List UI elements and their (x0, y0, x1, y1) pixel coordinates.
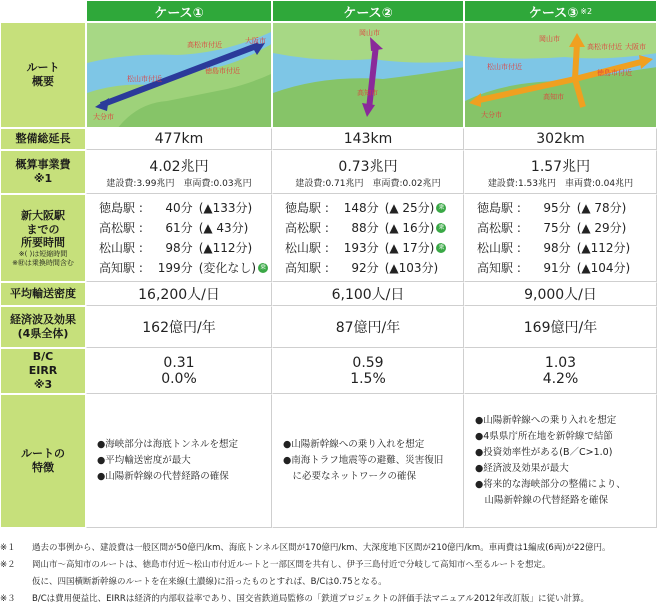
econ-value: 87億円/年 (335, 320, 401, 336)
header-case2-label: ケース② (343, 5, 393, 21)
transfer-badge-icon: 乗 (438, 204, 445, 211)
map-case3-svg (465, 23, 657, 128)
footnotes (0, 540, 657, 608)
label-time-line3: 所要時間 (21, 236, 65, 250)
time-row (99, 238, 252, 258)
map-label: 高松市付近 (587, 43, 622, 51)
label-route (0, 22, 86, 128)
footnote-text: 仮に、四国横断新幹線のルートを在来線(土讃線)に沿ったものとすれば、B/Cは0.75となる。 (32, 577, 387, 587)
footnote-mark (0, 574, 32, 591)
label-cost (0, 150, 86, 194)
time-saving: (▲103分) (384, 261, 439, 275)
feature-item: ●山陽新幹線への乗り入れを想定 (283, 439, 425, 450)
label-cost-text: 概算事業費 (15, 158, 71, 172)
label-bc-line2: EIRR (28, 364, 58, 378)
station-name: 高松駅 (99, 221, 136, 235)
time-saving: (▲ 43分) (198, 221, 249, 235)
travel-time: 91分 (543, 261, 571, 275)
time-row (477, 238, 630, 258)
time-row (285, 218, 446, 238)
feature-item: ●平均輸送密度が最大 (97, 455, 191, 466)
length-value: 143km (343, 131, 393, 147)
label-time-note2: ※㊖は乗換時間含む (12, 258, 74, 267)
time-saving: (▲112分) (576, 241, 631, 255)
times-case2 (272, 194, 464, 282)
time-row (99, 198, 252, 218)
length-value: 477km (154, 131, 204, 147)
label-econ-line1: 経済波及効果 (10, 313, 76, 327)
footnote-mark: ※３ (0, 594, 16, 604)
feature-item: ●4県県庁所在地を新幹線で結節 (475, 431, 613, 442)
separator: : (135, 241, 147, 255)
time-row (285, 238, 446, 258)
bc-case1 (86, 348, 272, 394)
label-time-note1: ※( )は短縮時間 (18, 250, 68, 259)
label-bc-line1: B/C (32, 350, 54, 364)
map-case2 (272, 22, 464, 128)
eirr-value: 4.2% (542, 371, 579, 387)
bc-case3 (464, 348, 657, 394)
time-saving: (▲ 17分) (384, 241, 435, 255)
time-saving: (▲ 29分) (576, 221, 627, 235)
header-case3 (464, 0, 657, 22)
cost-total: 4.02兆円 (149, 158, 209, 175)
cost-case1 (86, 150, 272, 194)
density-value: 6,100人/日 (331, 287, 405, 303)
footnote (0, 540, 657, 557)
travel-time: 40分 (165, 201, 193, 215)
footnote-mark: ※１ (0, 543, 16, 553)
label-time-line2: までの (26, 222, 60, 236)
transfer-badge-icon: 乗 (438, 224, 445, 231)
time-saving: (▲ 25分) (384, 201, 435, 215)
travel-time: 92分 (351, 261, 379, 275)
map-label: 大分市 (93, 113, 114, 121)
map-label: 岡山市 (539, 35, 560, 43)
time-row (285, 198, 446, 218)
label-econ (0, 306, 86, 348)
label-length-text: 整備総延長 (15, 132, 71, 146)
feature-item: ●将来的な海峡部分の整備により、 (475, 479, 626, 490)
time-row (99, 258, 268, 278)
map-label: 大阪市 (245, 37, 266, 45)
footnote (0, 557, 657, 574)
label-time-line1: 新大阪駅 (21, 208, 65, 222)
cost-detail: 建設費:1.53兆円 車両費:0.04兆円 (487, 178, 634, 189)
cost-total: 1.57兆円 (530, 158, 591, 175)
travel-time: 193分 (343, 241, 379, 255)
travel-time: 98分 (165, 241, 193, 255)
density-value: 16,200人/日 (138, 287, 220, 303)
header-case3-label: ケース③ (528, 5, 579, 21)
station-name: 高知駅 (285, 261, 322, 275)
footnote-text: B/Cは費用便益比、EIRRは経済的内部収益率であり、国交省鉄道局監修の「鉄道プロジェクトの評価手法マニュアル2012年改訂版」に従い計算。 (32, 594, 589, 604)
label-route-line1: ルート (26, 61, 60, 75)
feature-item: 山陽新幹線の代替経路を確保 (475, 495, 609, 506)
travel-time: 88分 (351, 221, 379, 235)
travel-time: 75分 (543, 221, 571, 235)
footnote (0, 591, 657, 608)
travel-time: 148分 (343, 201, 379, 215)
feature-item: ●南海トラフ地震等の避難、災害復旧 (283, 455, 444, 466)
footnote (0, 574, 657, 591)
time-saving: (▲112分) (198, 241, 253, 255)
length-value: 302km (536, 131, 585, 147)
station-name: 高知駅 (99, 261, 136, 275)
econ-value: 162億円/年 (142, 320, 216, 336)
cost-detail: 建設費:3.99兆円 車両費:0.03兆円 (106, 178, 252, 189)
travel-time: 95分 (543, 201, 571, 215)
map-case1-svg (87, 23, 272, 128)
label-density-text: 平均輸送密度 (10, 287, 76, 301)
feature-item: ●山陽新幹線の代替経路の確保 (97, 471, 229, 482)
separator: : (513, 241, 525, 255)
label-econ-line2: (4県全体) (17, 327, 69, 340)
map-case3 (464, 22, 657, 128)
label-bc (0, 348, 86, 394)
map-label: 徳島市付近 (205, 67, 240, 75)
features-case1 (86, 394, 272, 528)
time-saving: (▲133分) (198, 201, 253, 215)
route-line-case3-north (575, 43, 577, 79)
label-density (0, 282, 86, 306)
footnote-text: 岡山市〜高知市のルートは、徳島市付近〜松山市付近ルートと一部区間を共有し、伊予三島付近で分岐して高知市へ至るルートを想定。 (32, 560, 551, 570)
travel-time: 61分 (165, 221, 193, 235)
time-row (99, 218, 248, 238)
station-name: 松山駅 (477, 241, 514, 255)
length-case2 (272, 128, 464, 150)
map-label: 徳島市付近 (597, 69, 632, 77)
footnote-text: 過去の事例から、建設費は一般区間が50億円/km、海底トンネル区間が170億円/km、大深度地下区間が210億円/km。車両費は1編成(6両)が22億円。 (32, 543, 611, 553)
station-name: 松山駅 (285, 241, 322, 255)
time-row (285, 258, 438, 278)
label-bc-line3: ※3 (33, 377, 53, 391)
map-label: 高松市付近 (187, 41, 222, 49)
label-features-line1: ルートの (21, 447, 65, 461)
station-name: 徳島駅 (477, 201, 514, 215)
separator: : (513, 261, 525, 275)
bc-value: 0.31 (163, 355, 195, 371)
map-case2-svg (273, 23, 464, 128)
map-case1 (86, 22, 272, 128)
separator: : (513, 221, 525, 235)
header-case2 (272, 0, 464, 22)
cost-detail: 建設費:0.71兆円 車両費:0.02兆円 (295, 178, 441, 189)
density-case1 (86, 282, 272, 306)
time-saving: (▲ 16分) (384, 221, 435, 235)
header-case1 (86, 0, 272, 22)
label-features (0, 394, 86, 528)
features-case3 (464, 394, 657, 528)
time-row (477, 218, 626, 238)
bc-value: 0.59 (352, 355, 384, 371)
route-arrow-east (639, 55, 653, 69)
label-cost-note: ※1 (33, 172, 53, 185)
econ-value: 169億円/年 (523, 320, 598, 336)
station-name: 徳島駅 (99, 201, 136, 215)
separator: : (135, 201, 147, 215)
cost-case2 (272, 150, 464, 194)
density-case2 (272, 282, 464, 306)
cost-total: 0.73兆円 (338, 158, 398, 175)
time-saving: (▲104分) (576, 261, 631, 275)
feature-item: ●海峡部分は海底トンネルを想定 (97, 439, 239, 450)
feature-item: ●投資効率性がある(B／C>1.0) (475, 447, 613, 458)
transfer-badge-icon: 乗 (260, 264, 267, 271)
time-saving: (変化なし) (198, 261, 257, 275)
separator: : (321, 241, 333, 255)
honshu-shape (465, 23, 657, 59)
label-time (0, 194, 86, 282)
econ-case3 (464, 306, 657, 348)
separator: : (321, 261, 333, 275)
feature-item: に必要なネットワークの確保 (283, 471, 417, 482)
separator: : (321, 201, 333, 215)
map-label: 松山市付近 (487, 63, 522, 71)
eirr-value: 1.5% (350, 371, 386, 387)
map-label: 高知市 (543, 93, 564, 101)
time-saving: (▲ 78分) (576, 201, 627, 215)
label-route-line2: 概要 (32, 75, 54, 88)
map-label: 大分市 (481, 111, 502, 119)
separator: : (321, 221, 333, 235)
map-label: 高知市 (357, 89, 378, 97)
feature-item: ●山陽新幹線への乗り入れを想定 (475, 415, 617, 426)
header-case3-note: ※2 (580, 6, 593, 16)
travel-time: 98分 (543, 241, 571, 255)
eirr-value: 0.0% (161, 371, 197, 387)
separator: : (135, 221, 147, 235)
density-value: 9,000人/日 (524, 287, 597, 303)
travel-time: 199分 (157, 261, 193, 275)
label-length (0, 128, 86, 150)
length-case3 (464, 128, 657, 150)
station-name: 松山駅 (99, 241, 136, 255)
station-name: 徳島駅 (285, 201, 322, 215)
transfer-badge-icon: 乗 (438, 244, 445, 251)
separator: : (135, 261, 147, 275)
times-case3 (464, 194, 657, 282)
density-case3 (464, 282, 657, 306)
map-label: 岡山市 (359, 29, 380, 37)
length-case1 (86, 128, 272, 150)
econ-case1 (86, 306, 272, 348)
bc-value: 1.03 (544, 355, 577, 371)
features-case2 (272, 394, 464, 528)
map-label: 松山市付近 (127, 75, 162, 83)
bc-case2 (272, 348, 464, 394)
cost-case3 (464, 150, 657, 194)
econ-case2 (272, 306, 464, 348)
table-corner (0, 0, 86, 22)
header-case1-label: ケース① (154, 5, 204, 21)
station-name: 高松駅 (285, 221, 322, 235)
time-row (477, 258, 630, 278)
time-row (477, 198, 626, 218)
feature-item: ●経済波及効果が最大 (475, 463, 569, 474)
map-label: 大阪市 (625, 43, 646, 51)
station-name: 高松駅 (477, 221, 514, 235)
footnote-mark: ※２ (0, 560, 16, 570)
label-features-line2: 特徴 (32, 461, 54, 474)
times-case1 (86, 194, 272, 282)
station-name: 高知駅 (477, 261, 514, 275)
separator: : (513, 201, 525, 215)
